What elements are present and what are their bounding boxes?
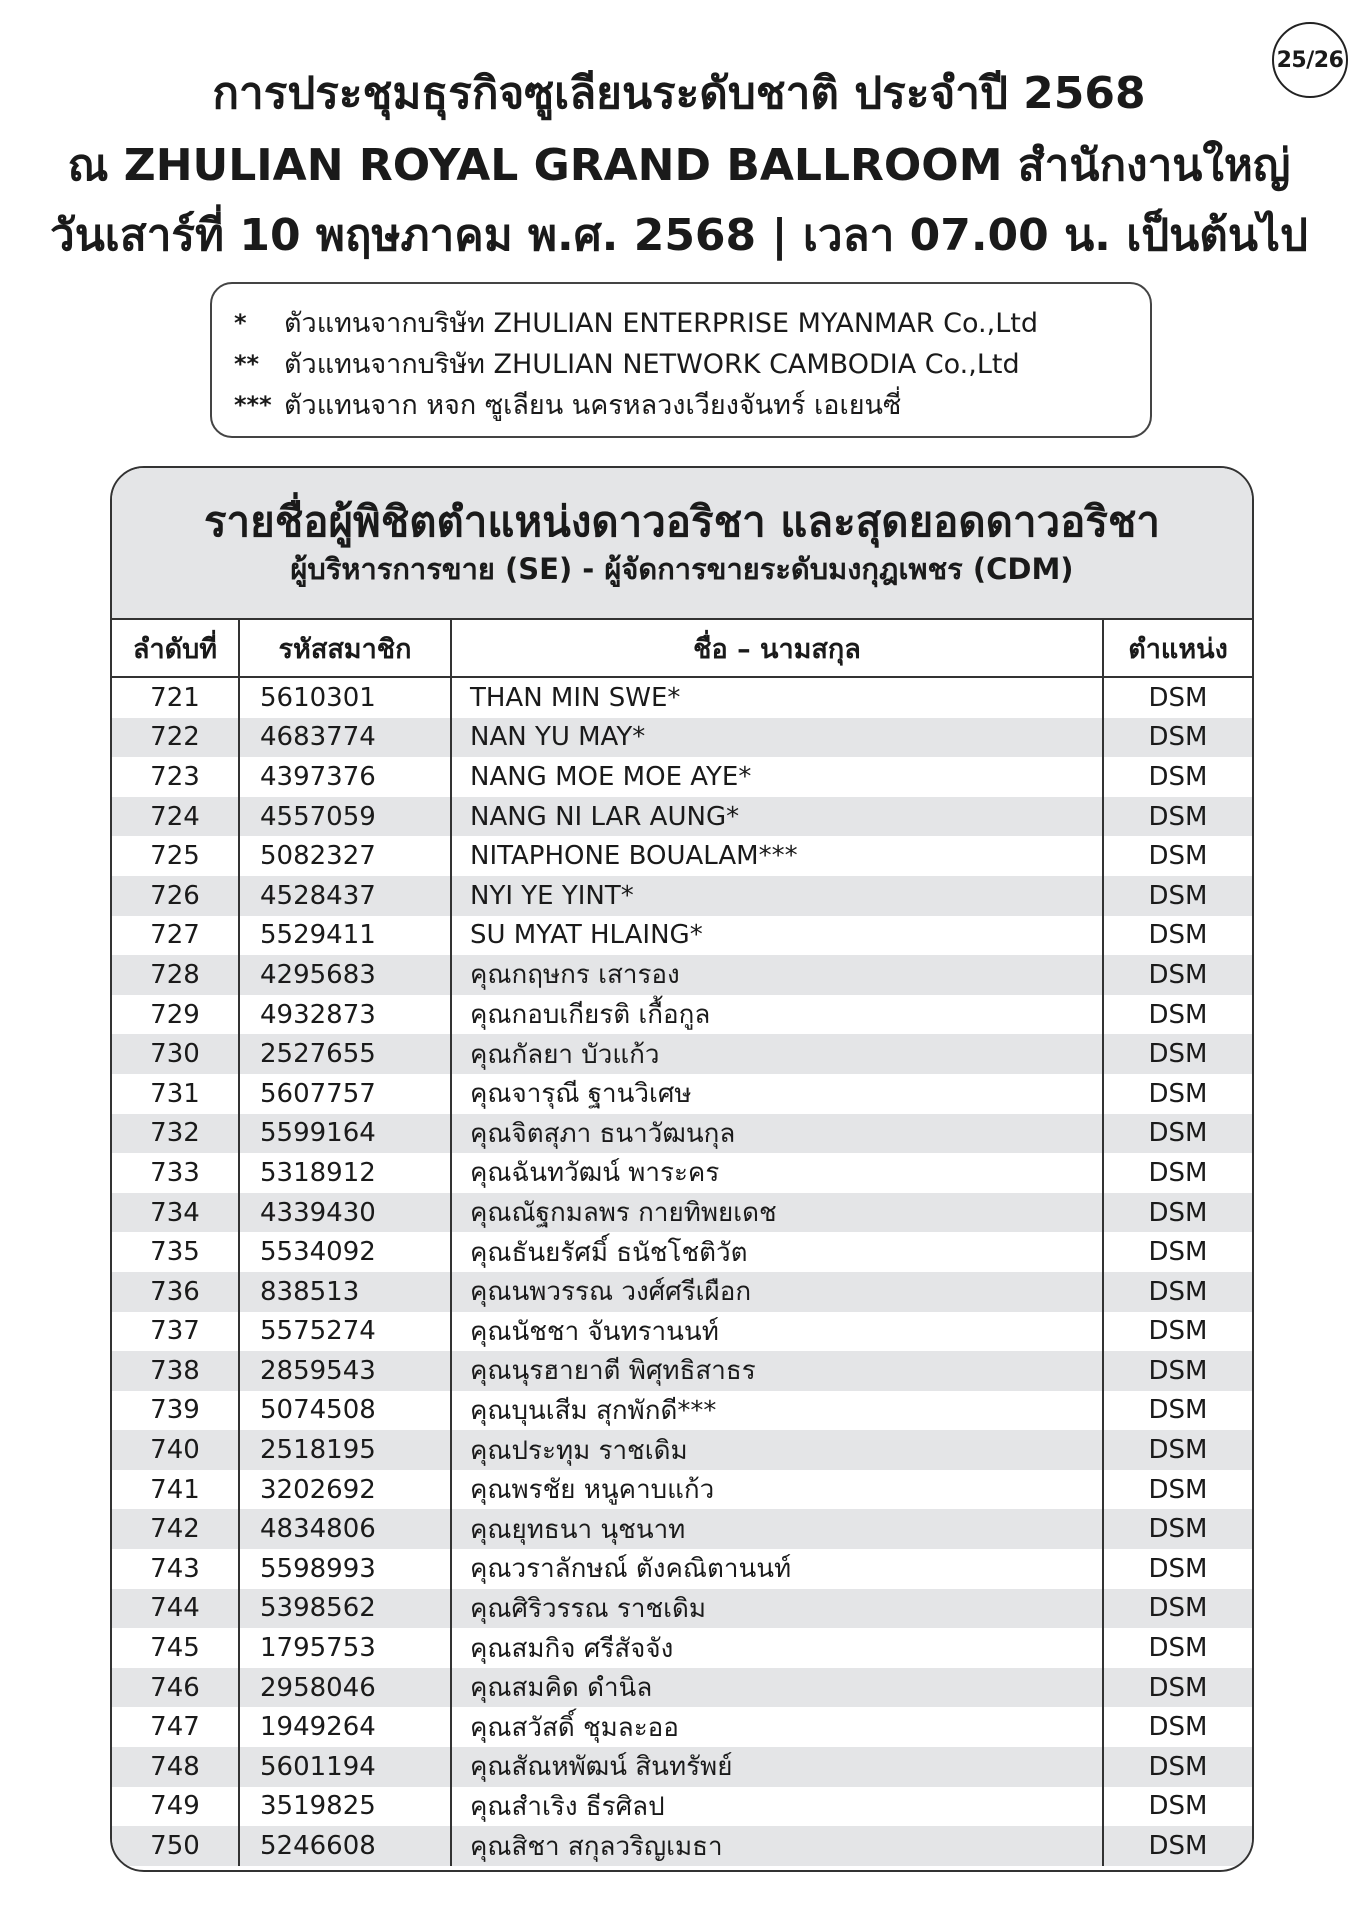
member-id-cell: 5246608: [240, 1826, 452, 1866]
name-cell: คุณธันยรัศมิ์ ธนัชโชติวัต: [452, 1232, 1104, 1272]
member-id-cell: 5607757: [240, 1074, 452, 1114]
member-id-cell: 4557059: [240, 797, 452, 837]
table-row: [112, 955, 1252, 995]
name-cell: คุณนัชชา จันทรานนท์: [452, 1312, 1104, 1352]
column-header-member-id: รหัสสมาชิก: [240, 620, 452, 676]
member-id-cell: 3519825: [240, 1787, 452, 1827]
table-row: [112, 1153, 1252, 1193]
position-cell: DSM: [1148, 1276, 1208, 1307]
name-cell: THAN MIN SWE*: [452, 678, 1104, 718]
table-row: [112, 1628, 1252, 1668]
member-id-cell: 838513: [240, 1272, 452, 1312]
table-row: [112, 916, 1252, 956]
legend-text: ตัวแทนจากบริษัท ZHULIAN ENTERPRISE MYANMAR Co.,Ltd: [284, 308, 1038, 339]
name-cell: คุณกฤษกร เสารอง: [452, 955, 1104, 995]
position-cell: DSM: [1148, 959, 1208, 990]
rank-cell: 728: [112, 955, 240, 995]
name-cell: คุณพรชัย หนูคาบแก้ว: [452, 1470, 1104, 1510]
rank-cell: 729: [112, 995, 240, 1035]
member-id-cell: 2958046: [240, 1668, 452, 1708]
position-cell: DSM: [1148, 1237, 1208, 1268]
member-id-cell: 2527655: [240, 1034, 452, 1074]
header-title-line2: ณ ZHULIAN ROYAL GRAND BALLROOM สำนักงานใหญ่: [67, 140, 1291, 191]
member-id-cell: 5534092: [240, 1232, 452, 1272]
name-cell: NANG MOE MOE AYE*: [452, 757, 1104, 797]
position-cell: DSM: [1148, 1672, 1208, 1703]
name-cell: NITAPHONE BOUALAM***: [452, 836, 1104, 876]
rank-cell: 730: [112, 1034, 240, 1074]
table-row: [112, 1747, 1252, 1787]
rank-cell: 745: [112, 1628, 240, 1668]
position-cell: DSM: [1148, 1157, 1208, 1188]
position-cell: DSM: [1148, 841, 1208, 872]
name-cell: SU MYAT HLAING*: [452, 916, 1104, 956]
table-row: [112, 678, 1252, 718]
header-title-line3: วันเสาร์ที่ 10 พฤษภาคม พ.ศ. 2568 | เวลา 07.00 น. เป็นต้นไป: [50, 210, 1308, 261]
member-id-cell: 5074508: [240, 1391, 452, 1431]
rank-cell: 731: [112, 1074, 240, 1114]
legend-item: [234, 343, 1150, 384]
rank-cell: 735: [112, 1232, 240, 1272]
table-row: [112, 1549, 1252, 1589]
position-cell: DSM: [1148, 1712, 1208, 1743]
table-title: รายชื่อผู้พิชิตตำแหน่งดาวอริชา และสุดยอดดาวอริชา: [203, 497, 1161, 546]
rank-cell: 737: [112, 1312, 240, 1352]
name-cell: คุณฉันทวัฒน์ พาระคร: [452, 1153, 1104, 1193]
member-id-cell: 4932873: [240, 995, 452, 1035]
table-row: [112, 1707, 1252, 1747]
rank-cell: 733: [112, 1153, 240, 1193]
position-cell: DSM: [1148, 1078, 1208, 1109]
name-cell: คุณสมกิจ ศรีสัจจัง: [452, 1628, 1104, 1668]
position-cell: DSM: [1148, 722, 1208, 753]
position-cell: DSM: [1148, 1039, 1208, 1070]
table-row: [112, 1074, 1252, 1114]
winners-table-panel: [110, 466, 1254, 1872]
legend-item: [234, 302, 1150, 343]
rank-cell: 749: [112, 1787, 240, 1827]
rank-cell: 736: [112, 1272, 240, 1312]
rank-cell: 734: [112, 1193, 240, 1233]
position-cell: DSM: [1148, 801, 1208, 832]
name-cell: คุณสัณหพัฒน์ สินทรัพย์: [452, 1747, 1104, 1787]
position-cell: DSM: [1148, 1118, 1208, 1149]
rank-cell: 740: [112, 1430, 240, 1470]
position-cell: DSM: [1148, 1316, 1208, 1347]
rank-cell: 748: [112, 1747, 240, 1787]
position-cell: DSM: [1148, 1593, 1208, 1624]
member-id-cell: 5598993: [240, 1549, 452, 1589]
name-cell: คุณกัลยา บัวแก้ว: [452, 1034, 1104, 1074]
name-cell: คุณนุรฮายาตี พิศุทธิสาธร: [452, 1351, 1104, 1391]
rank-cell: 724: [112, 797, 240, 837]
rank-cell: 726: [112, 876, 240, 916]
name-cell: คุณสมคิด ดำนิล: [452, 1668, 1104, 1708]
table-row: [112, 1114, 1252, 1154]
legend-item: [234, 384, 1150, 425]
name-cell: คุณประทุม ราชเดิม: [452, 1430, 1104, 1470]
table-row: [112, 1826, 1252, 1866]
position-cell: DSM: [1148, 1435, 1208, 1466]
position-cell: DSM: [1148, 999, 1208, 1030]
member-id-cell: 4339430: [240, 1193, 452, 1233]
rank-cell: 742: [112, 1509, 240, 1549]
member-id-cell: 5575274: [240, 1312, 452, 1352]
table-panel-header: [112, 468, 1252, 620]
position-cell: DSM: [1148, 880, 1208, 911]
member-id-cell: 4295683: [240, 955, 452, 995]
rank-cell: 750: [112, 1826, 240, 1866]
member-id-cell: 4683774: [240, 718, 452, 758]
name-cell: คุณจิตสุภา ธนาวัฒนกุล: [452, 1114, 1104, 1154]
column-header-name: ชื่อ – นามสกุล: [452, 620, 1104, 676]
member-id-cell: 3202692: [240, 1470, 452, 1510]
member-id-cell: 4528437: [240, 876, 452, 916]
position-cell: DSM: [1148, 1197, 1208, 1228]
legend-mark: **: [234, 349, 260, 378]
position-cell: DSM: [1148, 1395, 1208, 1426]
member-id-cell: 1949264: [240, 1707, 452, 1747]
position-cell: DSM: [1148, 1514, 1208, 1545]
table-row: [112, 718, 1252, 758]
table-row: [112, 1034, 1252, 1074]
rank-cell: 725: [112, 836, 240, 876]
position-cell: DSM: [1148, 1751, 1208, 1782]
table-body: [112, 678, 1252, 1866]
table-row: [112, 797, 1252, 837]
position-cell: DSM: [1148, 1831, 1208, 1862]
name-cell: คุณกอบเกียรติ เกื้อกูล: [452, 995, 1104, 1035]
member-id-cell: 5610301: [240, 678, 452, 718]
legend-text: ตัวแทนจากบริษัท ZHULIAN NETWORK CAMBODIA Co.,Ltd: [284, 349, 1020, 380]
position-cell: DSM: [1148, 761, 1208, 792]
rank-cell: 721: [112, 678, 240, 718]
table-row: [112, 757, 1252, 797]
table-row: [112, 836, 1252, 876]
table-row: [112, 1391, 1252, 1431]
table-row: [112, 1787, 1252, 1827]
table-row: [112, 1589, 1252, 1629]
name-cell: คุณศิริวรรณ ราชเดิม: [452, 1589, 1104, 1629]
member-id-cell: 5082327: [240, 836, 452, 876]
position-cell: DSM: [1148, 920, 1208, 951]
member-id-cell: 5601194: [240, 1747, 452, 1787]
position-cell: DSM: [1148, 1355, 1208, 1386]
header-title-line1: การประชุมธุรกิจซูเลียนระดับชาติ ประจำปี 2568: [212, 68, 1146, 119]
name-cell: คุณนพวรรณ วงศ์ศรีเผือก: [452, 1272, 1104, 1312]
table-subtitle: ผู้บริหารการขาย (SE) - ผู้จัดการขายระดับมงกุฎเพชร (CDM): [290, 552, 1074, 586]
member-id-cell: 2859543: [240, 1351, 452, 1391]
column-header-rank: ลำดับที่: [112, 620, 240, 676]
name-cell: NYI YE YINT*: [452, 876, 1104, 916]
position-cell: DSM: [1148, 1791, 1208, 1822]
member-id-cell: 4397376: [240, 757, 452, 797]
rank-cell: 744: [112, 1589, 240, 1629]
position-cell: DSM: [1148, 1633, 1208, 1664]
member-id-cell: 4834806: [240, 1509, 452, 1549]
rank-cell: 743: [112, 1549, 240, 1589]
table-row: [112, 1232, 1252, 1272]
table-header-row: [112, 620, 1252, 678]
table-row: [112, 995, 1252, 1035]
table-row: [112, 1470, 1252, 1510]
member-id-cell: 5318912: [240, 1153, 452, 1193]
rank-cell: 741: [112, 1470, 240, 1510]
name-cell: คุณบุนเสีม สุกพักดี***: [452, 1391, 1104, 1431]
table-row: [112, 1351, 1252, 1391]
name-cell: คุณวราลักษณ์ ตังคณิตานนท์: [452, 1549, 1104, 1589]
table-row: [112, 1193, 1252, 1233]
rank-cell: 738: [112, 1351, 240, 1391]
name-cell: คุณสิชา สกุลวริญเมธา: [452, 1826, 1104, 1866]
legend-box: [210, 282, 1152, 438]
table-row: [112, 1312, 1252, 1352]
name-cell: คุณจารุณี ฐานวิเศษ: [452, 1074, 1104, 1114]
member-id-cell: 2518195: [240, 1430, 452, 1470]
legend-mark: ***: [234, 390, 272, 419]
name-cell: คุณสำเริง ธีรศิลป: [452, 1787, 1104, 1827]
table-row: [112, 876, 1252, 916]
name-cell: NAN YU MAY*: [452, 718, 1104, 758]
name-cell: NANG NI LAR AUNG*: [452, 797, 1104, 837]
rank-cell: 723: [112, 757, 240, 797]
legend-mark: *: [234, 308, 247, 337]
member-id-cell: 5599164: [240, 1114, 452, 1154]
rank-cell: 746: [112, 1668, 240, 1708]
page-number-badge: 25/26: [1272, 22, 1348, 98]
name-cell: คุณสวัสดิ์ ชุมละออ: [452, 1707, 1104, 1747]
legend-text: ตัวแทนจาก หจก ซูเลียน นครหลวงเวียงจันทร์ เอเยนซี่: [284, 390, 902, 421]
rank-cell: 722: [112, 718, 240, 758]
position-cell: DSM: [1148, 682, 1208, 713]
table-row: [112, 1430, 1252, 1470]
table-row: [112, 1272, 1252, 1312]
name-cell: คุณยุทธนา นุชนาท: [452, 1509, 1104, 1549]
column-header-position: ตำแหน่ง: [1128, 633, 1228, 665]
name-cell: คุณณัฐกมลพร กายทิพยเดช: [452, 1193, 1104, 1233]
rank-cell: 747: [112, 1707, 240, 1747]
table-row: [112, 1509, 1252, 1549]
rank-cell: 739: [112, 1391, 240, 1431]
position-cell: DSM: [1148, 1474, 1208, 1505]
table-row: [112, 1668, 1252, 1708]
position-cell: DSM: [1148, 1553, 1208, 1584]
member-id-cell: 1795753: [240, 1628, 452, 1668]
member-id-cell: 5529411: [240, 916, 452, 956]
rank-cell: 732: [112, 1114, 240, 1154]
rank-cell: 727: [112, 916, 240, 956]
member-id-cell: 5398562: [240, 1589, 452, 1629]
